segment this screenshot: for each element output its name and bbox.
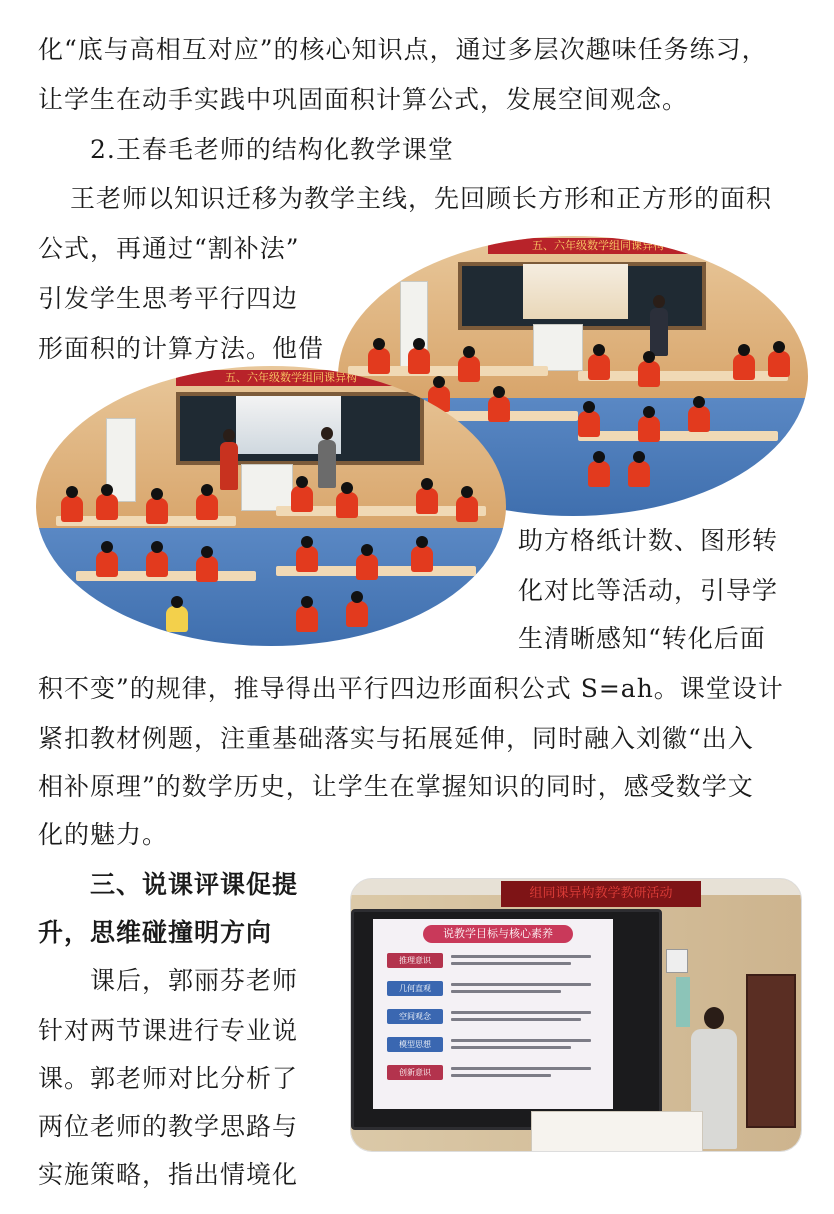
text-line: 实施策略，指出情境化 xyxy=(38,1160,299,1189)
section-subheading: 2.王春毛老师的结构化教学课堂 xyxy=(90,135,454,164)
classroom-photo-left xyxy=(36,366,506,646)
slide-tag: 空间观念 xyxy=(387,1009,443,1024)
text-line: 化“底与高相互对应”的核心知识点，通过多层次趣味任务练习， xyxy=(38,35,768,64)
section-heading: 升，思维碰撞明方向 xyxy=(38,918,273,947)
text-line: 课。郭老师对比分析了 xyxy=(38,1064,299,1093)
text-line: 课后，郭丽芬老师 xyxy=(90,966,299,995)
text-line: 化对比等活动，引导学 xyxy=(518,576,779,605)
presentation-photo xyxy=(350,878,802,1152)
text-line: 化的魅力。 xyxy=(38,820,169,849)
text-line: 积不变”的规律，推导得出平行四边形面积公式 S=ah。课堂设计 xyxy=(38,674,784,703)
slide-tag: 创新意识 xyxy=(387,1065,443,1080)
slide-title: 说教学目标与核心素养 xyxy=(423,925,573,943)
text-line: 让学生在动手实践中巩固面积计算公式，发展空间观念。 xyxy=(38,85,689,114)
text-line: 紧扣教材例题，注重基础落实与拓展延伸，同时融入刘徽“出入 xyxy=(38,724,754,753)
text-line: 相补原理”的数学历史，让学生在掌握知识的同时，感受数学文 xyxy=(38,772,754,801)
text-line: 形面积的计算方法。他借 xyxy=(38,334,325,363)
slide-tag: 模型思想 xyxy=(387,1037,443,1052)
text-line: 助方格纸计数、图形转 xyxy=(518,526,779,555)
text-line: 针对两节课进行专业说 xyxy=(38,1016,299,1045)
classroom-banner: 五、六年级数学组同课异构 xyxy=(488,238,708,254)
text-line: 两位老师的教学思路与 xyxy=(38,1112,299,1141)
event-banner: 组同课异构教学教研活动 xyxy=(501,881,701,907)
text-line: 引发学生思考平行四边 xyxy=(38,284,299,313)
section-heading: 三、说课评课促提 xyxy=(90,870,299,899)
slide-tag: 推理意识 xyxy=(387,953,443,968)
classroom-banner: 五、六年级数学组同课异构 xyxy=(176,370,406,386)
text-line: 生清晰感知“转化后面 xyxy=(518,624,766,653)
presentation-slide xyxy=(373,919,613,1109)
text-line: 王老师以知识迁移为教学主线，先回顾长方形和正方形的面积 xyxy=(70,184,773,213)
slide-tag: 几何直观 xyxy=(387,981,443,996)
text-line: 公式，再通过“割补法” xyxy=(38,234,300,263)
